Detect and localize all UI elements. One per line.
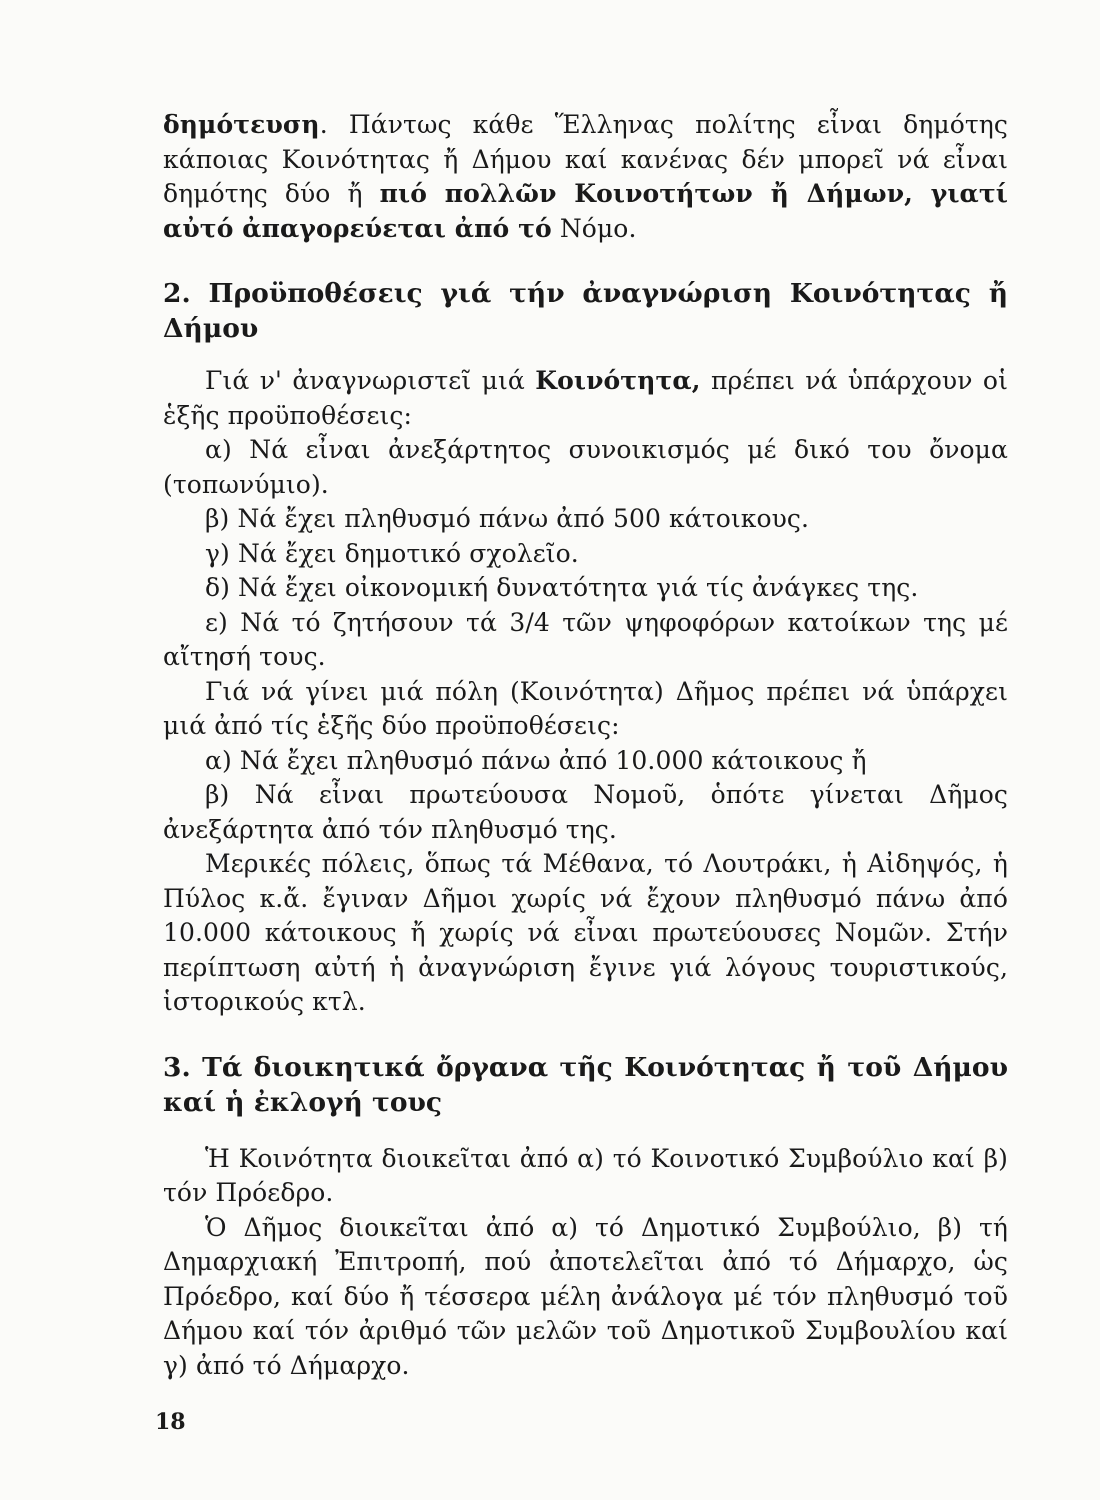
section-2-para1-end: πρέπει νά ὑπάρχουν οἱ ἑξῆς προϋποθέσεις:	[163, 366, 1008, 430]
section-2-paragraph-1	[163, 364, 1008, 433]
intro-text: . Πάντως κάθε Ἕλληνας πολίτης εἶναι δημότης κάποιας Κοινότητας ἤ Δήμου καί κανένας δέν μπορεῖ νά εἶναι δημότης δύο ἤ	[163, 110, 1008, 208]
intro-end: Νόμο.	[551, 213, 637, 243]
list-item: δ) Νά ἔχει οἰκονομική δυνατότητα γιά τίς ἀνάγκες της.	[205, 573, 919, 602]
section-3-heading: 3. Τά διοικητικά ὄργανα τῆς Κοινότητας ἤ τοῦ Δήμου καί ἡ ἐκλογή τους	[163, 1051, 1008, 1118]
intro-bold-start: δημότευση	[163, 110, 320, 139]
section-3-paragraph-1: Ἡ Κοινότητα διοικεῖται ἀπό α) τό Κοινοτικό Συμβούλιο καί β) τόν Πρόεδρο.	[163, 1143, 1008, 1207]
intro-bold-middle: πιό πολλῶν Κοινοτήτων ἤ Δήμων, γιατί αὐτό ἀπαγορεύεται ἀπό τό	[163, 179, 1008, 243]
section-2-para1-bold: Κοινότητα,	[535, 366, 701, 395]
page-content	[163, 108, 1008, 1383]
section-2-paragraph-2: Γιά νά γίνει μιά πόλη (Κοινότητα) Δῆμος πρέπει νά ὑπάρχει μιά ἀπό τίς ἑξῆς δύο προϋποθέσεις:	[163, 676, 1008, 740]
list-item: α) Νά ἔχει πληθυσμό πάνω ἀπό 10.000 κάτοικους ἤ	[205, 745, 867, 775]
page-number: 18	[155, 1409, 186, 1435]
section-2-paragraph-3: Μερικές πόλεις, ὅπως τά Μέθανα, τό Λουτράκι, ἡ Αἰδηψός, ἡ Πύλος κ.ἄ. ἔγιναν Δῆμοι χωρίς νά ἔχουν πληθυσμό πάνω ἀπό 10.000 κάτοικους ἤ χωρίς νά εἶναι πρωτεύουσες Νομῶν. Στήν περίπτωση αὐτή ἡ ἀναγνώριση ἔγινε γιά λόγους τουριστικούς, ἱστορικούς κτλ.	[163, 849, 1008, 1016]
list-item: β) Νά ἔχει πληθυσμό πάνω ἀπό 500 κάτοικους.	[205, 504, 810, 533]
list-item: ε) Νά τό ζητήσουν τά 3/4 τῶν ψηφοφόρων κατοίκων της μέ αἴτησή τους.	[163, 607, 1008, 671]
list-item: α) Νά εἶναι ἀνεξάρτητος συνοικισμός μέ δικό του ὄνομα (τοπωνύμιο).	[163, 435, 1008, 499]
section-2-para1-start: Γιά ν' ἀναγνωριστεῖ μιά	[205, 366, 536, 395]
intro-paragraph	[163, 108, 1008, 246]
section-2-heading: 2. Προϋποθέσεις γιά τήν ἀναγνώριση Κοινότητας ἤ Δήμου	[163, 278, 1008, 344]
section-3-paragraph-2: Ὁ Δῆμος διοικεῖται ἀπό α) τό Δημοτικό Συμβούλιο, β) τή Δημαρχιακή Ἐπιτροπή, πού ἀποτελεῖται ἀπό τό Δήμαρχο, ὡς Πρόεδρο, καί δύο ἤ τέσσερα μέλη ἀνάλογα μέ τόν πληθυσμό τοῦ Δήμου καί τόν ἀριθμό τῶν μελῶν τοῦ Δημοτικοῦ Συμβουλίου καί γ) ἀπό τό Δήμαρχο.	[163, 1212, 1008, 1380]
list-item: γ) Νά ἔχει δημοτικό σχολεῖο.	[205, 538, 579, 568]
list-item: β) Νά εἶναι πρωτεύουσα Νομοῦ, ὁπότε γίνεται Δῆμος ἀνεξάρτητα ἀπό τόν πληθυσμό της.	[163, 780, 1008, 844]
